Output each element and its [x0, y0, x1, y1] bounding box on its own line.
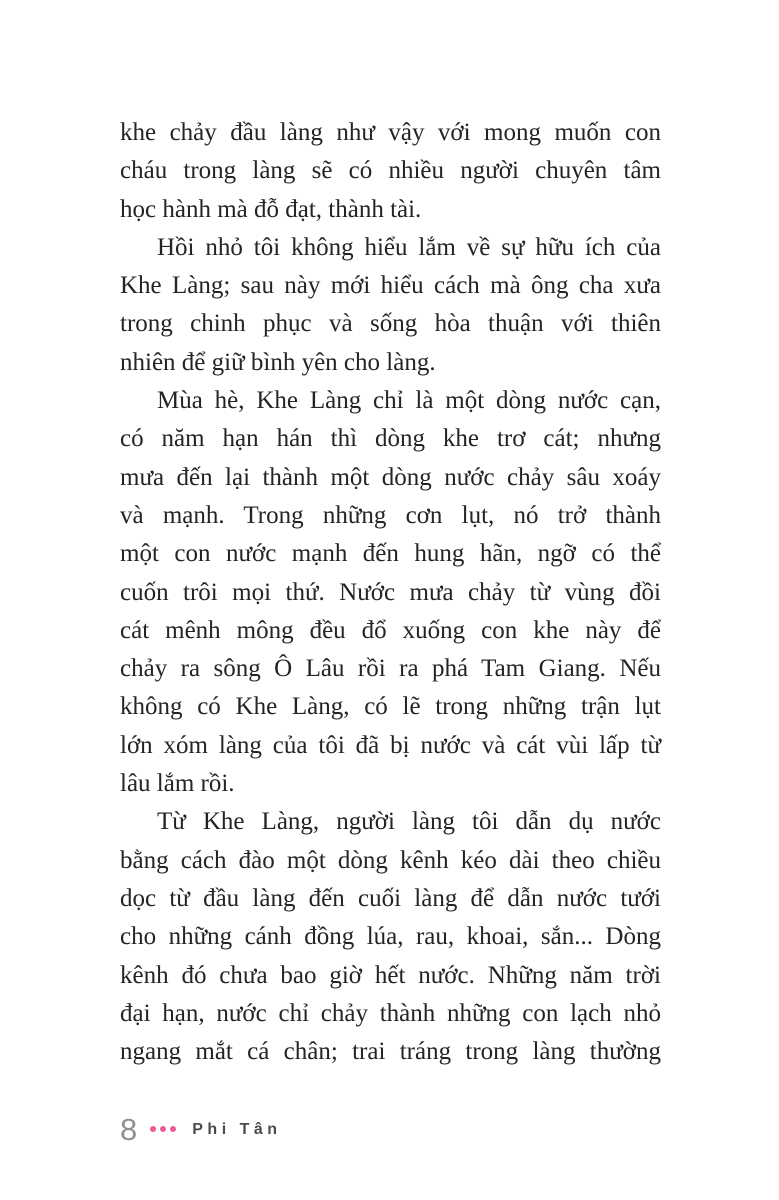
- text-line: cho những cánh đồng lúa, rau, khoai, sắn... Dòng: [120, 923, 661, 951]
- page-footer: [120, 1110, 282, 1148]
- dot-icon: [170, 1126, 176, 1132]
- text-line: và mạnh. Trong những cơn lụt, nó trở thành: [120, 501, 661, 529]
- text-line: lâu lắm rồi.: [120, 770, 235, 798]
- text-line: kênh đó chưa bao giờ hết nước. Những năm trời: [120, 961, 661, 989]
- text-line: học hành mà đỗ đạt, thành tài.: [120, 195, 422, 223]
- text-line: một con nước mạnh đến hung hãn, ngỡ có thể: [120, 540, 661, 568]
- text-line: khe chảy đầu làng như vậy với mong muốn con: [120, 119, 661, 146]
- text-line: có năm hạn hán thì dòng khe trơ cát; nhưng: [120, 425, 661, 453]
- text-line: Từ Khe Làng, người làng tôi dẫn dụ nước: [157, 808, 661, 836]
- text-line: cháu trong làng sẽ có nhiều người chuyên tâm: [120, 157, 661, 185]
- text-line: nhiên để giữ bình yên cho làng.: [120, 348, 436, 376]
- text-line: bằng cách đào một dòng kênh kéo dài theo chiều: [120, 846, 661, 874]
- three-dots-icon: [150, 1126, 176, 1132]
- text-line: chảy ra sông Ô Lâu rồi ra phá Tam Giang. Nếu: [120, 655, 661, 683]
- text-line: dọc từ đầu làng đến cuối làng để dẫn nước tưới: [120, 884, 661, 912]
- text-line: Mùa hè, Khe Làng chỉ là một dòng nước cạn,: [157, 387, 661, 415]
- text-line: không có Khe Làng, có lẽ trong những trận lụt: [120, 693, 661, 721]
- text-line: trong chinh phục và sống hòa thuận với thiên: [120, 310, 661, 338]
- text-line: đại hạn, nước chỉ chảy thành những con lạch nhỏ: [120, 999, 661, 1027]
- text-line: cuốn trôi mọi thứ. Nước mưa chảy từ vùng đồi: [120, 578, 661, 606]
- text-line: cát mênh mông đều đổ xuống con khe này để: [120, 616, 661, 644]
- page-text: [120, 114, 661, 1071]
- text-line: lớn xóm làng của tôi đã bị nước và cát vùi lấp từ: [120, 731, 661, 759]
- dot-icon: [150, 1126, 156, 1132]
- page-number: 8: [120, 1111, 138, 1147]
- text-line: Khe Làng; sau này mới hiểu cách mà ông cha xưa: [120, 272, 661, 300]
- text-line: mưa đến lại thành một dòng nước chảy sâu xoáy: [120, 463, 661, 491]
- text-line: Hồi nhỏ tôi không hiểu lắm về sự hữu ích của: [157, 233, 661, 261]
- text-line: ngang mắt cá chân; trai tráng trong làng thường: [120, 1038, 661, 1066]
- author-name: Phi Tân: [192, 1121, 282, 1138]
- dot-icon: [160, 1126, 166, 1132]
